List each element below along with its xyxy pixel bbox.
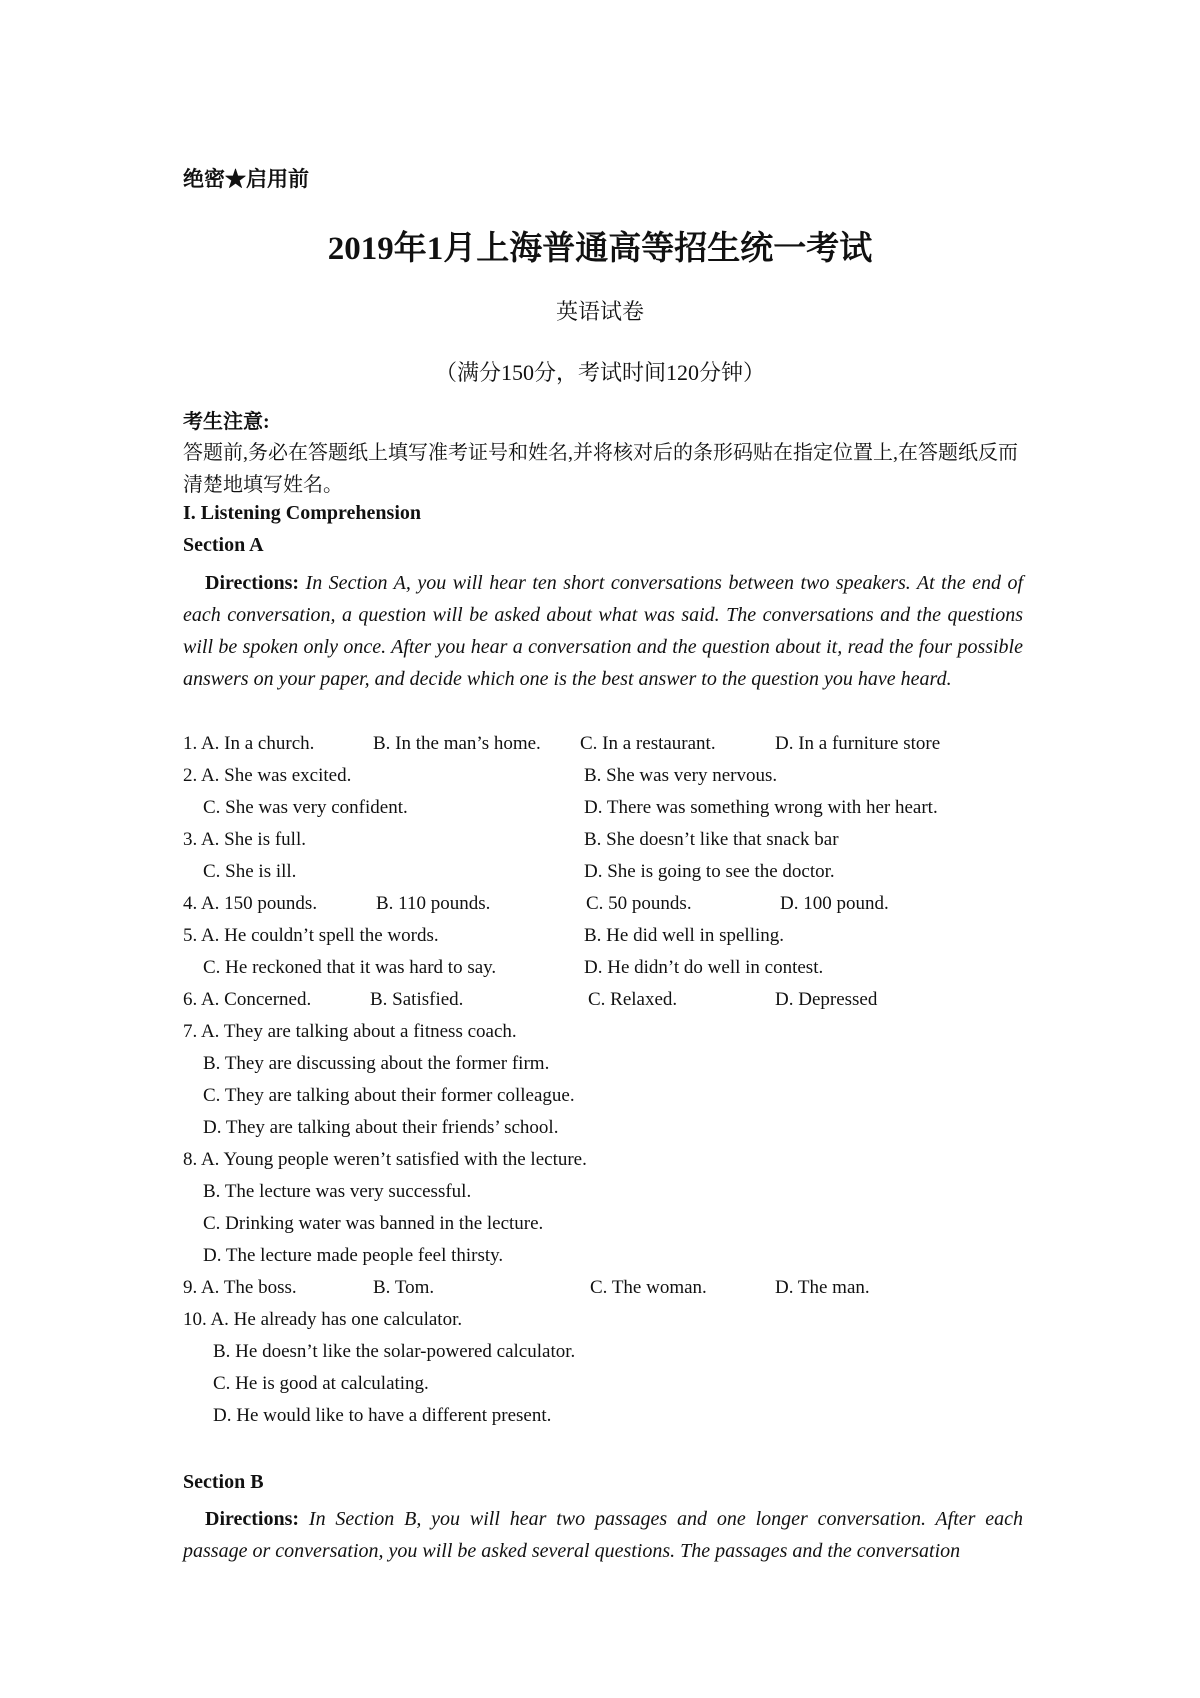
- option-c: C. In a restaurant.: [580, 733, 716, 754]
- question-number: 9.: [183, 1277, 198, 1298]
- option-b: B. The lecture was very successful.: [203, 1181, 472, 1202]
- question-number: 10.: [183, 1309, 207, 1330]
- exam-score-info: （满分150分，考试时间120分钟）: [434, 360, 765, 385]
- question-5: [183, 925, 439, 947]
- confidential-mark: 绝密★启用前: [183, 167, 309, 191]
- option-b: B. In the man’s home.: [373, 733, 541, 754]
- option-c: C. 50 pounds.: [586, 893, 692, 914]
- option-a: A. They are talking about a fitness coach.: [200, 1021, 517, 1042]
- question-number: 4.: [183, 893, 198, 914]
- option-c: C. They are talking about their former colleague.: [203, 1085, 575, 1106]
- question-number: 7.: [183, 1021, 198, 1042]
- option-b: B. She doesn’t like that snack bar: [584, 829, 839, 850]
- section-b-title: Section B: [183, 1471, 264, 1493]
- option-b: B. He did well in spelling.: [584, 925, 785, 946]
- option-b: B. 110 pounds.: [376, 893, 491, 914]
- question-number: 8.: [183, 1149, 198, 1170]
- option-c: C. He is good at calculating.: [213, 1373, 429, 1394]
- option-a: A. 150 pounds.: [200, 893, 318, 914]
- option-a: A. She is full.: [200, 829, 306, 850]
- option-c: C. Relaxed.: [588, 989, 678, 1010]
- option-c: C. Drinking water was banned in the lecture.: [203, 1213, 544, 1234]
- section-a-directions: [183, 567, 1023, 695]
- option-c: C. She is ill.: [203, 861, 297, 882]
- option-d: D. There was something wrong with her heart.: [584, 797, 938, 818]
- option-d: D. She is going to see the doctor.: [584, 861, 835, 882]
- option-a: A. Concerned.: [200, 989, 312, 1010]
- question-number: 5.: [183, 925, 198, 946]
- question-1: [183, 733, 314, 755]
- question-number: 1.: [183, 733, 198, 754]
- option-a: A. In a church.: [200, 733, 315, 754]
- option-b: B. They are discussing about the former firm.: [203, 1053, 550, 1074]
- directions-label: Directions:: [205, 572, 300, 594]
- option-a: A. He couldn’t spell the words.: [200, 925, 439, 946]
- option-b: B. He doesn’t like the solar-powered calculator.: [213, 1341, 576, 1362]
- question-9: [183, 1277, 297, 1299]
- question-6: [183, 989, 311, 1011]
- question-2: [183, 765, 351, 787]
- option-b: B. She was very nervous.: [584, 765, 778, 786]
- part-title: I. Listening Comprehension: [183, 502, 422, 524]
- question-8: [183, 1149, 587, 1171]
- option-a: A. She was excited.: [200, 765, 352, 786]
- question-number: 6.: [183, 989, 198, 1010]
- exam-title: 2019年1月上海普通高等招生统一考试: [327, 231, 873, 267]
- option-d: D. The man.: [775, 1277, 870, 1298]
- option-c: C. She was very confident.: [203, 797, 408, 818]
- option-a: A. The boss.: [200, 1277, 297, 1298]
- directions-label: Directions:: [205, 1508, 300, 1530]
- option-d: D. In a furniture store: [775, 733, 941, 754]
- option-d: D. He didn’t do well in contest.: [584, 957, 824, 978]
- question-10: [183, 1309, 462, 1331]
- notice-heading: 考生注意:: [183, 411, 270, 433]
- question-4: [183, 893, 317, 915]
- option-d: D. Depressed: [775, 989, 878, 1010]
- directions-text: In Section B, you will hear two passages and one longer conversation. After each passage or conversation, you will be asked several questions. The passages and the conversation: [183, 1508, 1024, 1562]
- option-b: B. Satisfied.: [370, 989, 464, 1010]
- question-number: 2.: [183, 765, 198, 786]
- option-c: C. He reckoned that it was hard to say.: [203, 957, 497, 978]
- question-7: [183, 1021, 517, 1043]
- question-3: [183, 829, 306, 851]
- option-a: A. Young people weren’t satisfied with the lecture.: [200, 1149, 587, 1170]
- option-c: C. The woman.: [590, 1277, 707, 1298]
- notice-text: 答题前,务必在答题纸上填写准考证号和姓名,并将核对后的条形码贴在指定位置上,在答题纸反而清楚地填写姓名。: [183, 442, 1018, 496]
- question-number: 3.: [183, 829, 198, 850]
- option-b: B. Tom.: [373, 1277, 435, 1298]
- option-d: D. He would like to have a different present.: [213, 1405, 552, 1426]
- exam-subtitle: 英语试卷: [555, 299, 644, 324]
- option-d: D. The lecture made people feel thirsty.: [203, 1245, 504, 1266]
- section-a-title: Section A: [183, 534, 264, 556]
- option-d: D. 100 pound.: [780, 893, 889, 914]
- option-d: D. They are talking about their friends’ school.: [203, 1117, 559, 1138]
- directions-text: In Section A, you will hear ten short conversations between two speakers. At the end of each conversation, a question will be asked about what was said. The conversations and the questions will be spoken only once. After you hear a conversation and the question about it, read the four possible answers on your paper, and decide which one is the best answer to the question you have heard.: [183, 572, 1024, 690]
- option-a: A. He already has one calculator.: [210, 1309, 463, 1330]
- section-b-directions: [183, 1503, 1023, 1567]
